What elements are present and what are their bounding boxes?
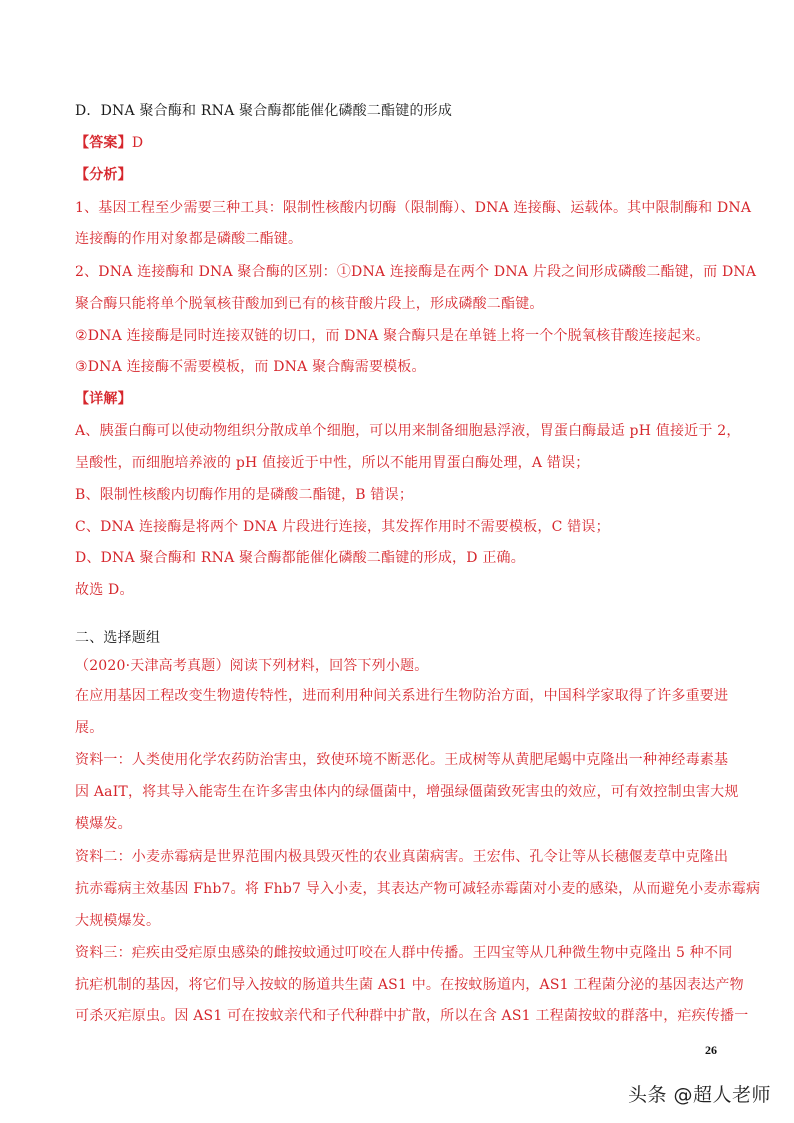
- material2-line-2: 抗赤霉病主效基因 Fhb7。将 Fhb7 导入小麦，其表达产物可减轻赤霉菌对小麦的感染，从而避免小麦赤霉病: [75, 881, 761, 897]
- detail-line-5: D、DNA 聚合酶和 RNA 聚合酶都能催化磷酸二酯键的形成，D 正确。: [75, 550, 525, 566]
- analysis-line-5: ②DNA 连接酶是同时连接双链的切口，而 DNA 聚合酶只是在单链上将一个个脱氧核苷酸连接起来。: [75, 328, 710, 344]
- intro-line-1: 在应用基因工程改变生物遗传特性，进而利用种间关系进行生物防治方面，中国科学家取得了许多重要进: [75, 688, 729, 704]
- answer-label: 【答案】: [75, 135, 132, 151]
- material1-line-1: 资料一：人类使用化学农药防治害虫，致使环境不断恶化。王成树等从黄肥尾蝎中克隆出一种神经毒素基: [75, 752, 729, 768]
- analysis-line-2: 连接酶的作用对象都是磷酸二酯键。: [75, 231, 303, 247]
- material1-line-3: 模爆发。: [75, 816, 132, 832]
- material1-line-2: 因 AaIT，将其导入能寄生在许多害虫体内的绿僵菌中，增强绿僵菌致死害虫的效应，可有效控制虫害大规: [75, 784, 739, 800]
- answer-row: [75, 134, 143, 152]
- material2-line-1: 资料二：小麦赤霉病是世界范围内极具毁灭性的农业真菌病害。王宏伟、孔令让等从长穗偃麦草中克隆出: [75, 849, 729, 865]
- material3-line-1: 资料三：疟疾由受疟原虫感染的雌按蚊通过叮咬在人群中传播。王四宝等从几种微生物中克隆出 5 种不同: [75, 945, 733, 961]
- detail-label: 【详解】: [75, 391, 132, 407]
- analysis-label: 【分析】: [75, 167, 132, 183]
- material2-line-3: 大规模爆发。: [75, 913, 161, 929]
- analysis-line-1: 1、基因工程至少需要三种工具：限制性核酸内切酶（限制酶）、DNA 连接酶、运载体。其中限制酶和 DNA: [75, 200, 752, 216]
- intro-line-2: 展。: [75, 720, 104, 736]
- section-title: 二、选择题组: [75, 630, 161, 646]
- detail-line-2: 呈酸性，而细胞培养液的 pH 值接近于中性，所以不能用胃蛋白酶处理，A 错误；: [75, 455, 590, 471]
- answer-value: D: [131, 135, 144, 151]
- question-source: （2020·天津高考真题）阅读下列材料，回答下列小题。: [75, 658, 429, 674]
- analysis-line-4: 聚合酶只能将单个脱氧核苷酸加到已有的核苷酸片段上，形成磷酸二酯键。: [75, 296, 544, 312]
- option-d-text: D．DNA 聚合酶和 RNA 聚合酶都能催化磷酸二酯键的形成: [75, 103, 453, 119]
- page-number: 26: [705, 1043, 717, 1057]
- detail-line-6: 故选 D。: [75, 582, 134, 598]
- detail-line-3: B、限制性核酸内切酶作用的是磷酸二酯键，B 错误；: [75, 487, 414, 503]
- material3-line-3: 可杀灭疟原虫。因 AS1 可在按蚊亲代和子代种群中扩散，所以在含 AS1 工程菌按蚊的群落中，疟疾传播一: [75, 1008, 749, 1024]
- watermark: 头条 @超人老师: [628, 1084, 772, 1106]
- analysis-line-3: 2、DNA 连接酶和 DNA 聚合酶的区别：①DNA 连接酶是在两个 DNA 片段之间形成磷酸二酯键，而 DNA: [75, 264, 757, 280]
- detail-line-1: A、胰蛋白酶可以使动物组织分散成单个细胞，可以用来制备细胞悬浮液，胃蛋白酶最适 pH 值接近于 2，: [75, 423, 741, 439]
- material3-line-2: 抗疟机制的基因，将它们导入按蚊的肠道共生菌 AS1 中。在按蚊肠道内，AS1 工程菌分泌的基因表达产物: [75, 977, 744, 993]
- analysis-line-6: ③DNA 连接酶不需要模板，而 DNA 聚合酶需要模板。: [75, 359, 426, 375]
- detail-line-4: C、DNA 连接酶是将两个 DNA 片段进行连接，其发挥作用时不需要模板，C 错误；: [75, 519, 610, 535]
